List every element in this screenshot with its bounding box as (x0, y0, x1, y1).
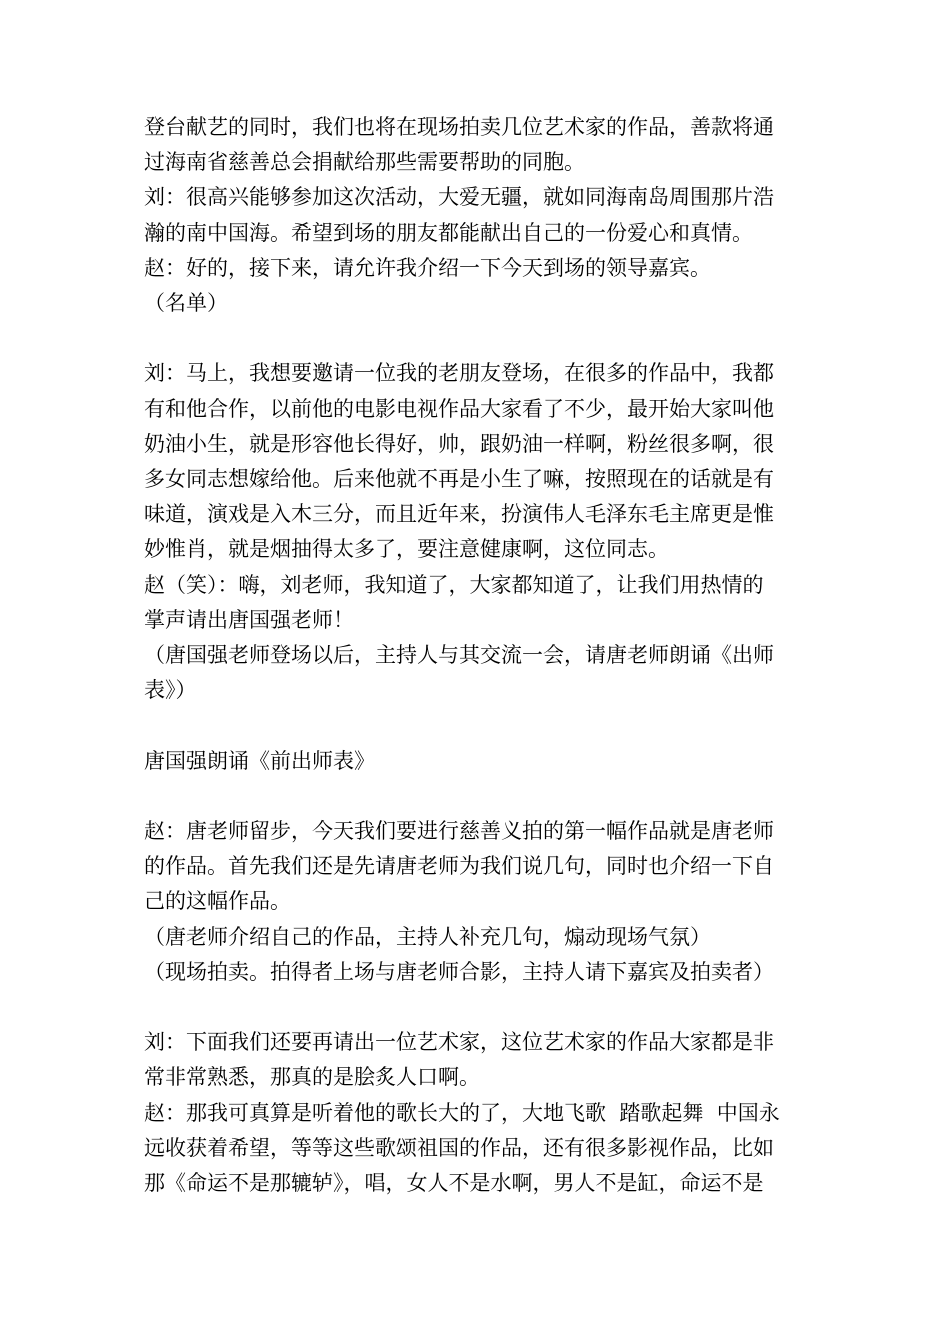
text-line: （唐国强老师登场以后，主持人与其交流一会，请唐老师朗诵《出师 (144, 643, 774, 667)
text-line: 奶油小生，就是形容他长得好，帅，跟奶油一样啊，粉丝很多啊，很 (144, 431, 774, 456)
text-line: 掌声请出唐国强老师！ (144, 607, 354, 632)
text-line: 常非常熟悉，那真的是脍炙人口啊。 (144, 1065, 480, 1090)
text-line: 远收获着希望，等等这些歌颂祖国的作品，还有很多影视作品，比如 (144, 1135, 774, 1160)
blank-line (144, 321, 824, 356)
text-line: 有和他合作，以前他的电影电视作品大家看了不少，最开始大家叫他 (144, 396, 774, 421)
text-line: （现场拍卖。拍得者上场与唐老师合影，主持人请下嘉宾及拍卖者） (144, 959, 774, 984)
text-line: 过海南省慈善总会捐献给那些需要帮助的同胞。 (144, 150, 585, 175)
text-line: 唐国强朗诵《前出师表》 (144, 748, 375, 773)
text-line: 赵：那我可真算是听着他的歌长大的了，大地飞歌 踏歌起舞 中国永 (144, 1100, 780, 1125)
text-line: （唐老师介绍自己的作品，主持人补充几句，煽动现场气氛） (144, 924, 711, 949)
text-line: 表》） (144, 678, 197, 703)
text-line: 登台献艺的同时，我们也将在现场拍卖几位艺术家的作品，善款将通 (144, 115, 774, 139)
text-line: 多女同志想嫁给他。后来他就不再是小生了嘛，按照现在的话就是有 (144, 467, 774, 491)
text-line: 己的这幅作品。 (144, 889, 291, 914)
blank-line (144, 708, 824, 743)
blank-line (144, 779, 824, 814)
text-line: （名单） (144, 291, 228, 315)
text-line: 刘：马上，我想要邀请一位我的老朋友登场，在很多的作品中，我都 (144, 361, 774, 386)
text-line: 味道，演戏是入木三分，而且近年来，扮演伟人毛泽东毛主席更是惟 (144, 502, 774, 527)
text-line: 赵（笑）：嗨，刘老师，我知道了，大家都知道了，让我们用热情的 (144, 572, 764, 597)
blank-line (144, 990, 824, 1025)
text-line: 瀚的南中国海。希望到场的朋友都能献出自己的一份爱心和真情。 (144, 220, 753, 245)
text-line: 的作品。首先我们还是先请唐老师为我们说几句，同时也介绍一下自 (144, 854, 774, 879)
text-line: 妙惟肖，就是烟抽得太多了，要注意健康啊，这位同志。 (144, 537, 669, 562)
text-line: 刘：很高兴能够参加这次活动，大爱无疆，就如同海南岛周围那片浩 (144, 185, 774, 210)
text-line: 刘：下面我们还要再请出一位艺术家，这位艺术家的作品大家都是非 (144, 1030, 774, 1055)
text-line: 赵：唐老师留步，今天我们要进行慈善义拍的第一幅作品就是唐老师 (144, 819, 774, 843)
text-line: 那《命运不是那辘轳》，唱，女人不是水啊，男人不是缸，命运不是 (144, 1171, 764, 1195)
text-line: 赵：好的，接下来，请允许我介绍一下今天到场的领导嘉宾。 (144, 255, 711, 280)
